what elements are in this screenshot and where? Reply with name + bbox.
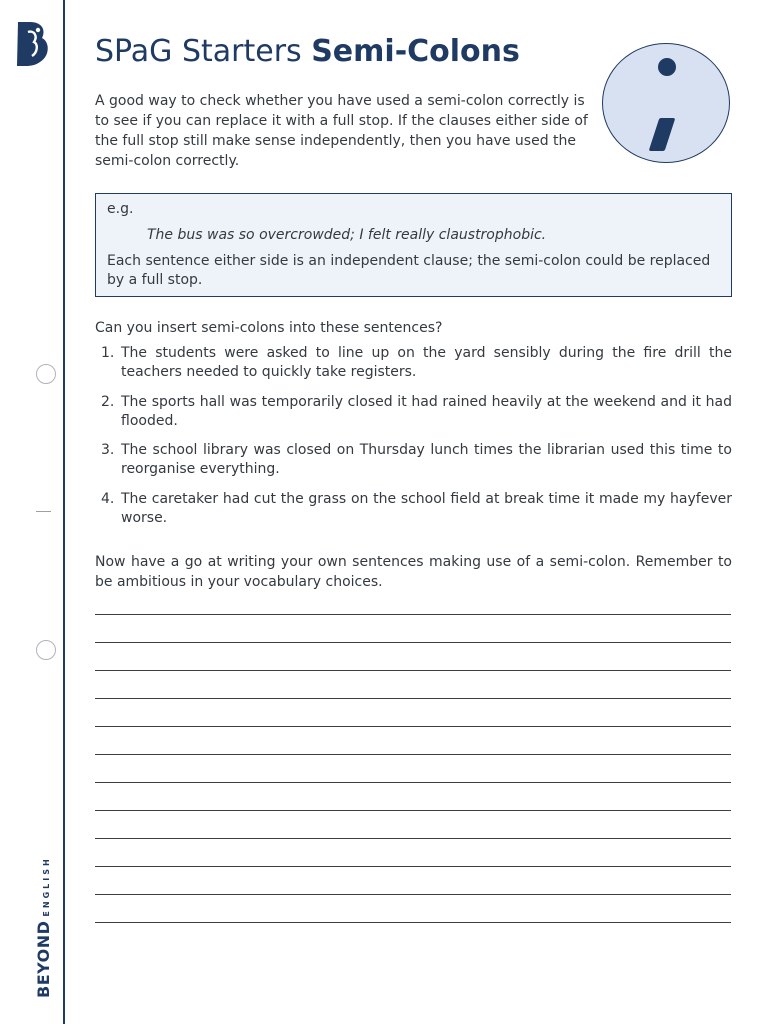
example-explanation: Each sentence either side is an independent clause; the semi-colon could be replaced by a full stop. (107, 253, 711, 288)
beyond-logo-icon (14, 22, 52, 66)
writing-line[interactable] (95, 698, 731, 699)
writing-prompt: Now have a go at writing your own sentences making use of a semi-colon. Remember to be ambitious in your vocabulary choices. (95, 554, 732, 590)
writing-line[interactable] (95, 810, 731, 811)
list-item (95, 393, 732, 430)
writing-line[interactable] (95, 642, 731, 643)
writing-line[interactable] (95, 726, 731, 727)
semicolon-icon (602, 43, 730, 163)
fold-mark (36, 511, 51, 512)
title-bold: Semi-Colons (311, 34, 520, 69)
brand-wordmark (34, 856, 53, 998)
item-text: The sports hall was temporarily closed it had rained heavily at the weekend and it had flooded. (121, 394, 732, 429)
item-text: The caretaker had cut the grass on the school field at break time it made my hayfever worse. (121, 491, 732, 526)
margin-rule (63, 0, 65, 1024)
brand-sub: ENGLISH (42, 856, 51, 917)
semicolon-tail (649, 118, 676, 151)
list-item (95, 344, 732, 381)
list-item (95, 490, 732, 527)
punch-hole-bottom (36, 640, 56, 660)
item-number: 4. (101, 491, 115, 507)
writing-line[interactable] (95, 670, 731, 671)
list-item (95, 441, 732, 478)
title-regular: SPaG Starters (95, 34, 312, 69)
item-number: 2. (101, 394, 115, 410)
punch-hole-top (36, 364, 56, 384)
item-number: 3. (101, 442, 115, 458)
item-text: The students were asked to line up on the yard sensibly during the fire drill the teachers needed to quickly take registers. (121, 345, 732, 380)
question-heading: Can you insert semi-colons into these sentences? (95, 320, 443, 336)
example-box (95, 193, 732, 297)
writing-line[interactable] (95, 866, 731, 867)
semicolon-dot (658, 58, 676, 76)
intro-paragraph: A good way to check whether you have used a semi-colon correctly is to see if you can replace it with a full stop. If the clauses either side of the full stop still make sense independently, then you have used the semi-colon correctly. (95, 93, 588, 169)
writing-line[interactable] (95, 754, 731, 755)
exercise-list (95, 344, 732, 539)
writing-line[interactable] (95, 894, 731, 895)
writing-line[interactable] (95, 614, 731, 615)
brand-name: BEYOND (34, 920, 53, 998)
item-number: 1. (101, 345, 115, 361)
writing-line[interactable] (95, 922, 731, 923)
example-sentence: The bus was so overcrowded; I felt really claustrophobic. (147, 227, 547, 243)
writing-line[interactable] (95, 782, 731, 783)
item-text: The school library was closed on Thursday lunch times the librarian used this time to reorganise everything. (121, 442, 732, 477)
example-label: e.g. (107, 201, 134, 217)
writing-line[interactable] (95, 838, 731, 839)
page-title (95, 34, 520, 69)
